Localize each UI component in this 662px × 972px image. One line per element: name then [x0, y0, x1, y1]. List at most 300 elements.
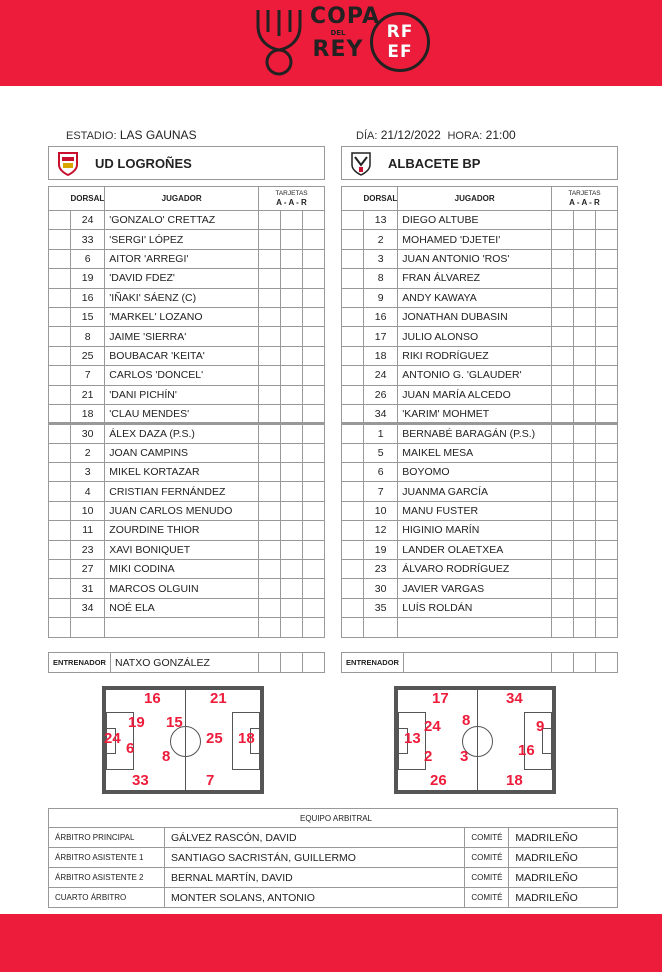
card-cell: [259, 463, 281, 482]
player-row: [49, 327, 325, 346]
card-cell: [303, 598, 325, 617]
home-coach-row: [48, 652, 325, 673]
player-name: 'CLAU MENDES': [105, 404, 259, 423]
card-cell: [596, 307, 618, 326]
referee-row: [49, 848, 618, 868]
player-name: 'SERGI' LÓPEZ: [105, 230, 259, 249]
row-spacer: [342, 288, 364, 307]
jugador-header: JUGADOR: [105, 187, 259, 211]
date-time-info: [356, 128, 516, 142]
card-cell: [596, 211, 618, 230]
away-team-name: ALBACETE BP: [388, 156, 481, 171]
player-number: 3: [71, 463, 105, 482]
player-row: [49, 618, 325, 637]
player-number: [71, 618, 105, 637]
rey-word: REY: [312, 37, 364, 62]
comite-label: COMITÉ: [465, 848, 509, 868]
card-cell: [596, 463, 618, 482]
card-cell: [596, 404, 618, 423]
player-number: 12: [364, 521, 398, 540]
card-cell: [596, 501, 618, 520]
player-number: 21: [71, 385, 105, 404]
row-spacer: [342, 618, 364, 637]
day-value: 21/12/2022: [380, 128, 441, 142]
card-cell: [552, 269, 574, 288]
player-number: 7: [71, 366, 105, 385]
player-number: 16: [71, 288, 105, 307]
card-cell: [596, 424, 618, 443]
formation-player-number: 16: [518, 742, 535, 759]
formation-player-number: 6: [126, 740, 135, 757]
copa-del-rey-logo: [248, 4, 380, 80]
formation-player-number: 8: [162, 748, 171, 765]
row-spacer: [342, 482, 364, 501]
card-cell: [574, 424, 596, 443]
player-row: [342, 366, 618, 385]
formation-player-number: 7: [206, 772, 215, 789]
formation-player-number: 24: [424, 718, 441, 735]
referee-committee: MADRILEÑO: [509, 828, 618, 848]
player-name: MOHAMED 'DJETEI': [398, 230, 552, 249]
formation-player-number: 19: [128, 714, 145, 731]
card-cell: [552, 288, 574, 307]
card-cell: [303, 385, 325, 404]
player-row: [49, 307, 325, 326]
stadium-value: LAS GAUNAS: [119, 128, 197, 142]
card-cell: [574, 598, 596, 617]
formation-player-number: 33: [132, 772, 149, 789]
card-cell: [574, 463, 596, 482]
away-team-header: [341, 146, 618, 180]
card-cell: [259, 307, 281, 326]
tarjetas-label: TARJETAS: [275, 190, 308, 197]
formation-player-number: 15: [166, 714, 183, 731]
referee-role: CUARTO ÁRBITRO: [49, 888, 165, 908]
player-number: 24: [71, 211, 105, 230]
tarjetas-sub-label: A - A - R: [276, 198, 307, 207]
player-row: [49, 424, 325, 443]
card-cell: [281, 463, 303, 482]
card-cell: [552, 443, 574, 462]
card-cell: [259, 579, 281, 598]
trophy-icon: [248, 6, 310, 78]
card-cell: [259, 249, 281, 268]
player-name: 'DANI PICHÍN': [105, 385, 259, 404]
home-lineup-header: [49, 187, 325, 211]
card-cell: [259, 598, 281, 617]
card-cell: [596, 385, 618, 404]
player-name: 'DAVID FDEZ': [105, 269, 259, 288]
player-name: JUANMA GARCÍA: [398, 482, 552, 501]
row-spacer: [342, 501, 364, 520]
card-cell: [596, 540, 618, 559]
card-cell: [259, 404, 281, 423]
card-cell: [259, 346, 281, 365]
stadium-info: [66, 128, 197, 142]
home-coach-name: NATXO GONZÁLEZ: [111, 653, 259, 673]
dorsal-header-label: DORSAL: [71, 187, 105, 211]
card-cell: [303, 288, 325, 307]
row-spacer: [342, 598, 364, 617]
player-name: 'IÑAKI' SÁENZ (C): [105, 288, 259, 307]
card-cell: [574, 249, 596, 268]
player-name: DIEGO ALTUBE: [398, 211, 552, 230]
player-number: 30: [71, 424, 105, 443]
player-row: [342, 521, 618, 540]
player-name: JUAN CARLOS MENUDO: [105, 501, 259, 520]
player-row: [342, 598, 618, 617]
player-row: [49, 443, 325, 462]
player-number: 9: [364, 288, 398, 307]
player-number: 7: [364, 482, 398, 501]
card-cell: [552, 366, 574, 385]
card-cell: [574, 366, 596, 385]
player-number: 10: [364, 501, 398, 520]
card-cell: [303, 366, 325, 385]
player-number: 10: [71, 501, 105, 520]
jugador-header: JUGADOR: [398, 187, 552, 211]
card-cell: [259, 521, 281, 540]
row-spacer: [342, 366, 364, 385]
time-value: 21:00: [485, 128, 516, 142]
player-row: [49, 385, 325, 404]
player-name: NOÉ ELA: [105, 598, 259, 617]
card-cell: [259, 560, 281, 579]
player-row: [342, 307, 618, 326]
player-row: [342, 230, 618, 249]
player-row: [342, 540, 618, 559]
card-cell: [259, 385, 281, 404]
card-cell: [574, 501, 596, 520]
player-row: [342, 618, 618, 637]
formation-player-number: 21: [210, 690, 227, 707]
player-row: [49, 269, 325, 288]
row-spacer: [49, 540, 71, 559]
card-cell: [574, 618, 596, 637]
card-cell: [574, 230, 596, 249]
card-cell: [259, 230, 281, 249]
player-row: [342, 288, 618, 307]
player-name: FRAN ÁLVAREZ: [398, 269, 552, 288]
referee-committee: MADRILEÑO: [509, 848, 618, 868]
card-cell: [303, 269, 325, 288]
player-row: [49, 404, 325, 423]
card-cell: [259, 269, 281, 288]
player-number: 11: [71, 521, 105, 540]
card-cell: [574, 211, 596, 230]
card-cell: [303, 579, 325, 598]
rfef-logo: [370, 12, 430, 72]
formation-player-number: 2: [424, 748, 433, 765]
player-name: 'GONZALO' CRETTAZ: [105, 211, 259, 230]
card-cell: [574, 269, 596, 288]
card-cell: [596, 579, 618, 598]
card-cell: [552, 346, 574, 365]
card-cell: [596, 346, 618, 365]
player-number: 33: [71, 230, 105, 249]
player-name: CARLOS 'DONCEL': [105, 366, 259, 385]
card-cell: [281, 560, 303, 579]
card-cell: [552, 424, 574, 443]
albacete-crest-icon: [350, 151, 372, 177]
player-number: 15: [71, 307, 105, 326]
home-team-name: UD LOGROÑES: [95, 156, 192, 171]
row-spacer: [342, 230, 364, 249]
player-name: JUAN ANTONIO 'ROS': [398, 249, 552, 268]
player-name: 'KARIM' MOHMET: [398, 404, 552, 423]
player-number: 19: [71, 269, 105, 288]
card-cell: [552, 385, 574, 404]
card-cell: [552, 501, 574, 520]
player-name: 'MARKEL' LOZANO: [105, 307, 259, 326]
card-cell: [574, 385, 596, 404]
player-number: 6: [71, 249, 105, 268]
card-cell: [259, 540, 281, 559]
referee-role: ÁRBITRO ASISTENTE 2: [49, 868, 165, 888]
player-name: RIKI RODRÍGUEZ: [398, 346, 552, 365]
coach-label: ENTRENADOR: [342, 653, 404, 673]
card-cell: [281, 618, 303, 637]
player-name: AITOR 'ARREGI': [105, 249, 259, 268]
dorsal-header-label: DORSAL: [364, 187, 398, 211]
player-row: [49, 346, 325, 365]
card-cell: [552, 540, 574, 559]
player-number: 2: [71, 443, 105, 462]
card-cell: [574, 560, 596, 579]
card-cell: [574, 404, 596, 423]
card-cell: [259, 288, 281, 307]
card-cell: [552, 482, 574, 501]
player-row: [342, 269, 618, 288]
copa-del-rey-wordmark: [310, 4, 380, 62]
card-cell: [574, 346, 596, 365]
player-row: [49, 482, 325, 501]
player-name: JAVIER VARGAS: [398, 579, 552, 598]
ud-logrones-crest-icon: [57, 151, 79, 177]
player-row: [342, 249, 618, 268]
card-cell: [281, 653, 303, 673]
player-name: MANU FUSTER: [398, 501, 552, 520]
player-row: [49, 366, 325, 385]
player-row: [342, 579, 618, 598]
card-cell: [281, 230, 303, 249]
player-number: 25: [71, 346, 105, 365]
player-name: ANTONIO G. 'GLAUDER': [398, 366, 552, 385]
card-cell: [303, 424, 325, 443]
player-number: 24: [364, 366, 398, 385]
row-spacer: [342, 249, 364, 268]
row-spacer: [49, 404, 71, 423]
player-row: [342, 443, 618, 462]
player-row: [49, 288, 325, 307]
formation-player-number: 16: [144, 690, 161, 707]
row-spacer: [342, 404, 364, 423]
player-row: [342, 404, 618, 423]
card-cell: [281, 211, 303, 230]
referee-name: MONTER SOLANS, ANTONIO: [165, 888, 465, 908]
time-label: HORA:: [447, 130, 483, 142]
card-cell: [281, 288, 303, 307]
card-cell: [281, 366, 303, 385]
card-cell: [303, 501, 325, 520]
header-banner: [0, 0, 662, 86]
away-coach-name: [404, 653, 552, 673]
row-spacer: [342, 521, 364, 540]
player-row: [49, 598, 325, 617]
row-spacer: [49, 560, 71, 579]
player-name: JONATHAN DUBASIN: [398, 307, 552, 326]
card-cell: [596, 288, 618, 307]
home-formation-pitch: [102, 686, 264, 794]
player-number: 8: [71, 327, 105, 346]
card-cell: [281, 501, 303, 520]
card-cell: [596, 482, 618, 501]
row-spacer: [49, 385, 71, 404]
player-row: [49, 501, 325, 520]
card-cell: [281, 521, 303, 540]
card-cell: [596, 618, 618, 637]
card-cell: [596, 327, 618, 346]
player-row: [342, 385, 618, 404]
card-cell: [552, 560, 574, 579]
card-cell: [552, 327, 574, 346]
player-number: 30: [364, 579, 398, 598]
player-row: [49, 560, 325, 579]
row-spacer: [49, 579, 71, 598]
player-number: 34: [71, 598, 105, 617]
card-cell: [552, 618, 574, 637]
player-row: [49, 211, 325, 230]
card-cell: [552, 404, 574, 423]
card-cell: [574, 288, 596, 307]
card-cell: [281, 579, 303, 598]
card-cell: [281, 424, 303, 443]
player-name: BOYOMO: [398, 463, 552, 482]
player-name: CRISTIAN FERNÁNDEZ: [105, 482, 259, 501]
row-spacer: [49, 307, 71, 326]
card-cell: [281, 385, 303, 404]
player-number: 18: [364, 346, 398, 365]
player-name: MIKEL KORTAZAR: [105, 463, 259, 482]
card-cell: [259, 327, 281, 346]
player-number: 4: [71, 482, 105, 501]
tarjetas-label: TARJETAS: [568, 190, 601, 197]
player-number: 2: [364, 230, 398, 249]
card-cell: [303, 346, 325, 365]
card-cell: [552, 211, 574, 230]
card-cell: [281, 269, 303, 288]
player-name: [105, 618, 259, 637]
away-lineup-table: [341, 186, 618, 638]
card-cell: [552, 463, 574, 482]
formation-player-number: 25: [206, 730, 223, 747]
card-cell: [596, 230, 618, 249]
dorsal-header: [342, 187, 364, 211]
referee-name: BERNAL MARTÍN, DAVID: [165, 868, 465, 888]
row-spacer: [49, 269, 71, 288]
stadium-label: ESTADIO:: [66, 130, 117, 142]
referee-committee: MADRILEÑO: [509, 888, 618, 908]
card-cell: [303, 521, 325, 540]
card-cell: [596, 443, 618, 462]
row-spacer: [49, 211, 71, 230]
card-cell: [596, 366, 618, 385]
tarjetas-header: [552, 187, 618, 211]
card-cell: [303, 443, 325, 462]
card-cell: [281, 598, 303, 617]
row-spacer: [342, 385, 364, 404]
card-cell: [303, 653, 325, 673]
player-row: [342, 424, 618, 443]
player-row: [49, 230, 325, 249]
row-spacer: [49, 327, 71, 346]
player-name: MARCOS OLGUIN: [105, 579, 259, 598]
referee-name: SANTIAGO SACRISTÁN, GUILLERMO: [165, 848, 465, 868]
card-cell: [552, 598, 574, 617]
card-cell: [303, 463, 325, 482]
card-cell: [259, 211, 281, 230]
card-cell: [259, 501, 281, 520]
row-spacer: [342, 346, 364, 365]
card-cell: [303, 230, 325, 249]
player-number: 27: [71, 560, 105, 579]
rfef-line1: RF: [386, 22, 414, 42]
player-number: 26: [364, 385, 398, 404]
card-cell: [281, 540, 303, 559]
copa-word: COPA: [310, 4, 380, 29]
player-number: [364, 618, 398, 637]
row-spacer: [49, 482, 71, 501]
player-number: 23: [364, 560, 398, 579]
player-name: [398, 618, 552, 637]
row-spacer: [49, 463, 71, 482]
formation-player-number: 24: [104, 730, 121, 747]
card-cell: [281, 327, 303, 346]
player-number: 23: [71, 540, 105, 559]
card-cell: [303, 618, 325, 637]
card-cell: [259, 618, 281, 637]
row-spacer: [49, 521, 71, 540]
comite-label: COMITÉ: [465, 868, 509, 888]
row-spacer: [49, 598, 71, 617]
card-cell: [281, 249, 303, 268]
card-cell: [281, 443, 303, 462]
away-formation-pitch: [394, 686, 556, 794]
comite-label: COMITÉ: [465, 888, 509, 908]
card-cell: [281, 482, 303, 501]
referee-row: [49, 868, 618, 888]
card-cell: [574, 653, 596, 673]
card-cell: [259, 424, 281, 443]
player-row: [49, 521, 325, 540]
away-lineup-header: [342, 187, 618, 211]
player-name: LANDER OLAETXEA: [398, 540, 552, 559]
player-name: HIGINIO MARÍN: [398, 521, 552, 540]
player-row: [342, 560, 618, 579]
row-spacer: [49, 249, 71, 268]
card-cell: [596, 598, 618, 617]
card-cell: [303, 327, 325, 346]
formation-player-number: 18: [238, 730, 255, 747]
player-number: 19: [364, 540, 398, 559]
row-spacer: [342, 463, 364, 482]
row-spacer: [49, 346, 71, 365]
row-spacer: [342, 540, 364, 559]
row-spacer: [342, 269, 364, 288]
card-cell: [281, 307, 303, 326]
player-number: 1: [364, 424, 398, 443]
referee-row: [49, 828, 618, 848]
